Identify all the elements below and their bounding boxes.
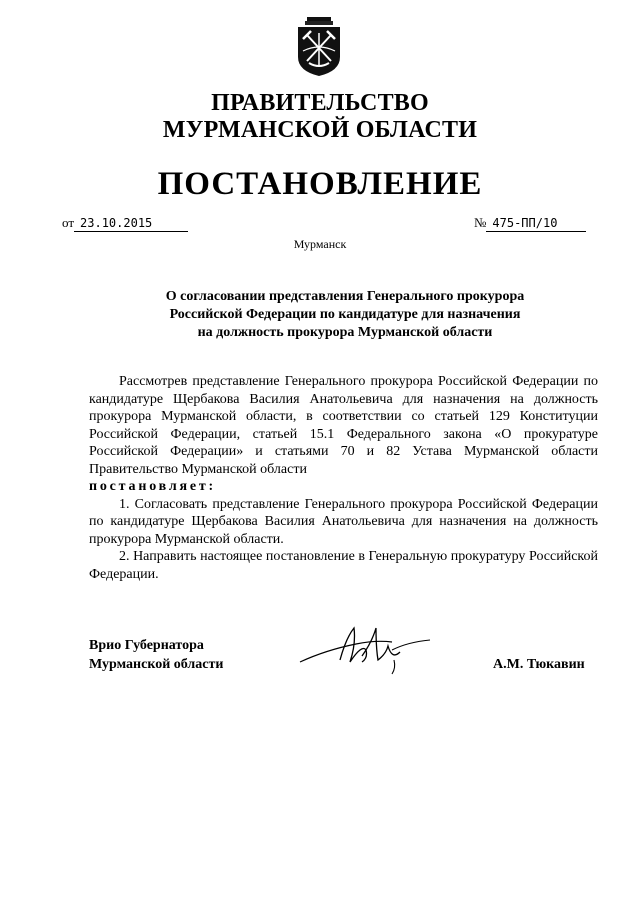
city-label: Мурманск — [293, 237, 347, 251]
number-value: 475-ПП/10 — [486, 215, 586, 232]
item-1-paragraph: 1. Согласовать представление Генерального прокурора Российской Федерации по кандидатуре Щербакова Василия Анатольевича для назначения на должность прокурора Мурманской области. — [89, 496, 598, 547]
position-line2: Мурманской области — [89, 657, 224, 672]
document-type-title: ПОСТАНОВЛЕНИЕ — [157, 166, 483, 202]
subject-line1: О согласовании представления Генерального прокурора — [165, 289, 525, 304]
document-date — [62, 215, 188, 232]
document-body — [89, 373, 598, 583]
signatory-position — [89, 636, 223, 674]
signatory-name: А.М. Тюкавин — [493, 657, 585, 672]
number-prefix: № — [474, 215, 487, 230]
preamble-paragraph: Рассмотрев представление Генерального прокурора Российской Федерации по кандидатуре Щербакова Василия Анатольевича для назначения на должность прокурора Мурманской области, в соответствии со статьей 129 Конституции Российской Федерации, статьей 15.1 Федерального закона «О прокуратуре Российской Федерации» и статьями 70 и 82 Устава Мурманской области Правительство Мурманской области — [89, 374, 598, 477]
subject-line3: на должность прокурора Мурманской области — [197, 325, 493, 340]
government-title-line2: МУРМАНСКОЙ ОБЛАСТИ — [162, 117, 478, 143]
document-number — [474, 215, 586, 232]
date-value: 23.10.2015 — [74, 215, 188, 232]
coat-of-arms-icon — [293, 17, 345, 77]
decree-word: постановляет: — [89, 479, 217, 494]
item-2-paragraph: 2. Направить настоящее постановление в Генеральную прокуратуру Российской Федерации. — [89, 549, 598, 582]
subject-line2: Российской Федерации по кандидатуре для назначения — [169, 307, 521, 322]
handwritten-signature-icon — [296, 620, 432, 676]
position-line1: Врио Губернатора — [89, 638, 204, 653]
date-prefix: от — [62, 215, 75, 230]
document-subject — [0, 288, 640, 342]
government-title-line1: ПРАВИТЕЛЬСТВО — [211, 90, 429, 116]
